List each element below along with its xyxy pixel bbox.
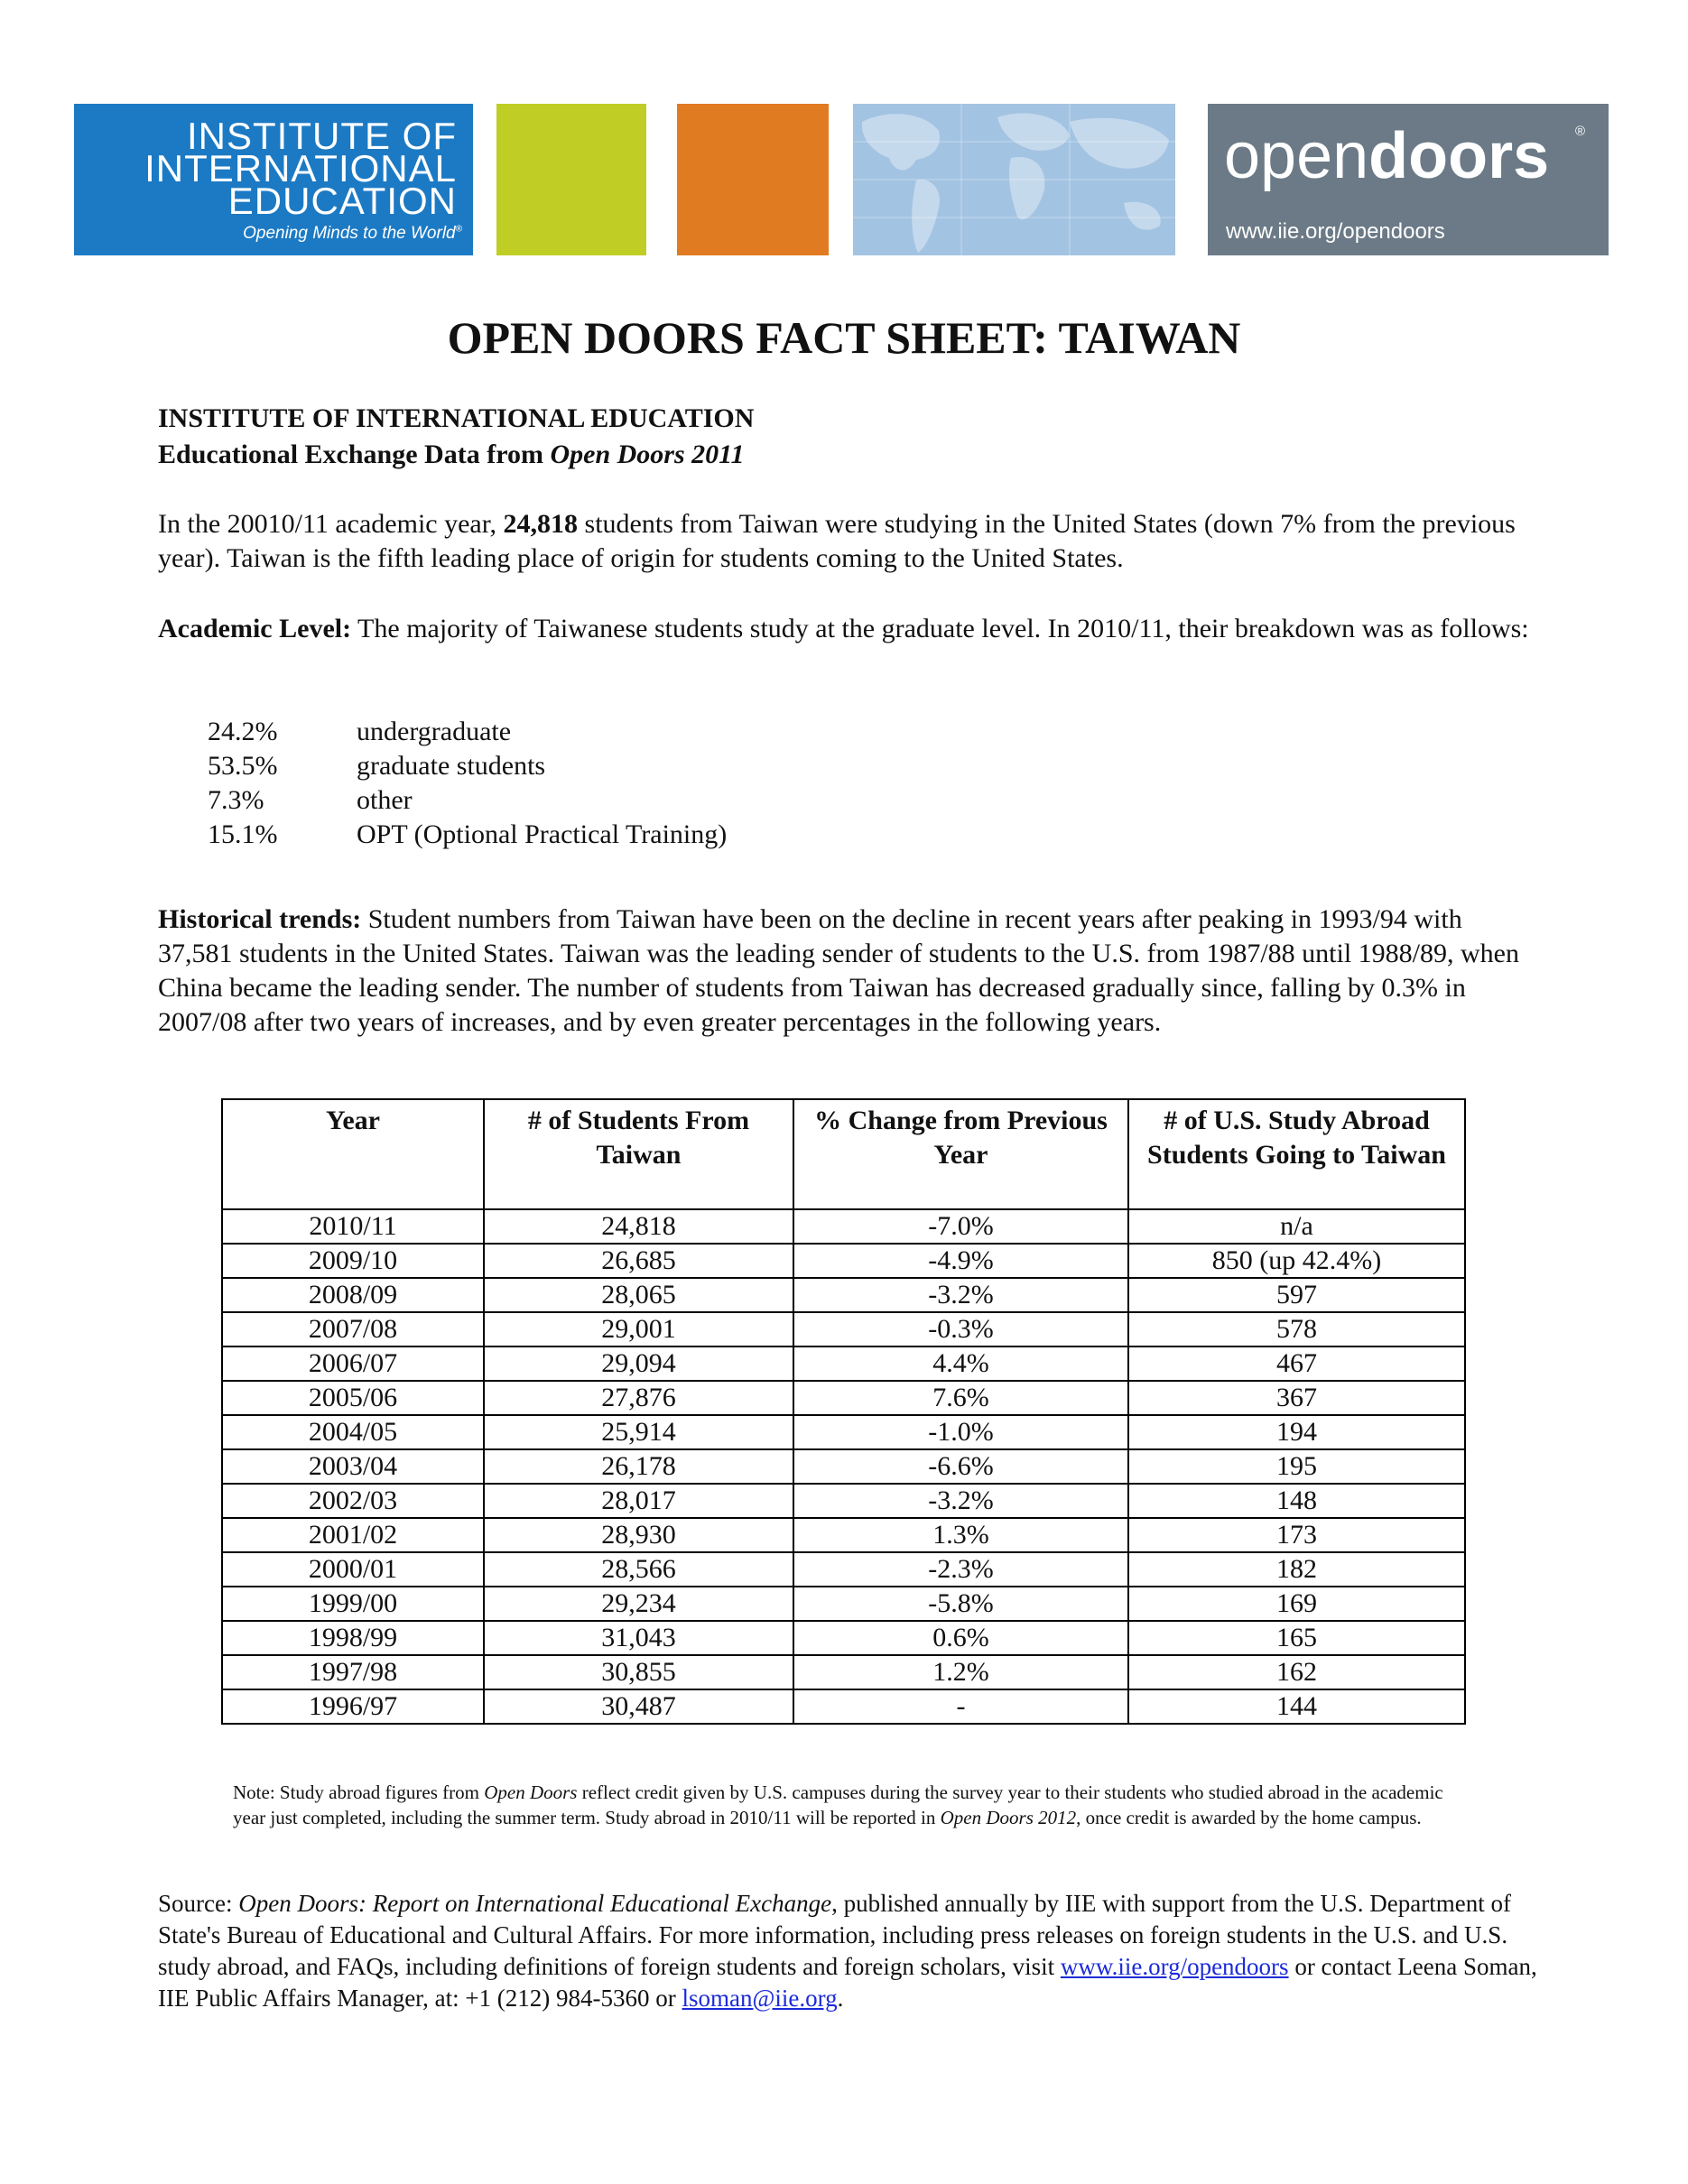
world-map-image	[853, 104, 1175, 255]
intro-paragraph: In the 20010/11 academic year, 24,818 students from Taiwan were studying in the United States (down 7% from the previous year). Taiwan is the fifth leading place of origin for students coming to the United States.	[158, 509, 1516, 573]
cell-students: 26,178	[484, 1449, 793, 1484]
table-row	[222, 1278, 1465, 1312]
table-row	[222, 1552, 1465, 1587]
cell-change: -3.2%	[793, 1278, 1128, 1312]
historical-trends-paragraph: Historical trends: Student numbers from Taiwan have been on the decline in recent years after peaking in 1993/94 with 37,581 students in the United States. Taiwan was the leading sender of students to the U.S. from 1987/88 until 1988/89, when China became the leading sender. The number of students from Taiwan has decreased gradually since, falling by 0.3% in 2007/08 after two years of increases, and by even greater percentages in the following years.	[158, 904, 1519, 1037]
column-header-students: # of Students From Taiwan	[484, 1099, 793, 1209]
cell-study-abroad: 148	[1128, 1484, 1465, 1518]
cell-change: -5.8%	[793, 1587, 1128, 1621]
cell-study-abroad: 850 (up 42.4%)	[1128, 1244, 1465, 1278]
column-header-change: % Change from Previous Year	[793, 1099, 1128, 1209]
cell-study-abroad: 182	[1128, 1552, 1465, 1587]
column-header-study-abroad: # of U.S. Study Abroad Students Going to Taiwan	[1128, 1099, 1465, 1209]
opendoors-link[interactable]: www.iie.org/opendoors	[1060, 1953, 1289, 1980]
organization-heading: INSTITUTE OF INTERNATIONAL EDUCATION	[158, 403, 755, 433]
header-banner	[74, 104, 1609, 255]
world-map-icon	[853, 104, 1175, 255]
academic-level-paragraph: Academic Level: The majority of Taiwanese students study at the graduate level. In 2010/11, their breakdown was as follows:	[158, 614, 1529, 643]
cell-change: -1.0%	[793, 1415, 1128, 1449]
students-data-table	[221, 1098, 1466, 1725]
table-row	[222, 1449, 1465, 1484]
cell-year: 2010/11	[222, 1209, 484, 1244]
cell-study-abroad: 467	[1128, 1346, 1465, 1381]
cell-study-abroad: 162	[1128, 1655, 1465, 1689]
cell-year: 2001/02	[222, 1518, 484, 1552]
cell-study-abroad: 165	[1128, 1621, 1465, 1655]
cell-study-abroad: 195	[1128, 1449, 1465, 1484]
table-row	[222, 1621, 1465, 1655]
iie-tagline: Opening Minds to the World®	[243, 224, 462, 243]
cell-change: -4.9%	[793, 1244, 1128, 1278]
cell-change: -0.3%	[793, 1312, 1128, 1346]
cell-change: 0.6%	[793, 1621, 1128, 1655]
cell-study-abroad: n/a	[1128, 1209, 1465, 1244]
cell-study-abroad: 169	[1128, 1587, 1465, 1621]
table-row	[222, 1209, 1465, 1244]
cell-students: 25,914	[484, 1415, 793, 1449]
iie-logo-line2: INTERNATIONAL	[144, 147, 457, 190]
cell-year: 1996/97	[222, 1689, 484, 1724]
cell-students: 27,876	[484, 1381, 793, 1415]
cell-change: 1.2%	[793, 1655, 1128, 1689]
email-link[interactable]: lsoman@iie.org	[682, 1985, 838, 2012]
cell-students: 26,685	[484, 1244, 793, 1278]
cell-year: 1997/98	[222, 1655, 484, 1689]
opendoors-logo	[1208, 104, 1609, 255]
column-header-year: Year	[222, 1099, 484, 1209]
cell-students: 29,234	[484, 1587, 793, 1621]
cell-students: 28,065	[484, 1278, 793, 1312]
cell-change: -3.2%	[793, 1484, 1128, 1518]
cell-students: 28,566	[484, 1552, 793, 1587]
opendoors-url: www.iie.org/opendoors	[1226, 219, 1445, 244]
cell-year: 1998/99	[222, 1621, 484, 1655]
cell-students: 31,043	[484, 1621, 793, 1655]
subtitle: Educational Exchange Data from Open Doors 2011	[158, 440, 745, 469]
table-row	[222, 1312, 1465, 1346]
cell-students: 28,930	[484, 1518, 793, 1552]
green-color-block	[496, 104, 646, 255]
cell-students: 29,094	[484, 1346, 793, 1381]
cell-study-abroad: 367	[1128, 1381, 1465, 1415]
cell-year: 2000/01	[222, 1552, 484, 1587]
cell-students: 30,487	[484, 1689, 793, 1724]
table-row	[222, 1655, 1465, 1689]
cell-year: 2007/08	[222, 1312, 484, 1346]
source-paragraph: Source: Open Doors: Report on International Educational Exchange, published annually by IIE with support from the U.S. Department of State's Bureau of Educational and Cultural Affairs. For more information, including press releases on foreign students in the U.S. and U.S. study abroad, and FAQs, including definitions of foreign students and foreign scholars, visit www.iie.org/opendoors or contact Leena Soman, IIE Public Affairs Manager, at: +1 (212) 984-5360 or lsoman@iie.org.	[158, 1890, 1537, 2012]
iie-logo-line1: INSTITUTE OF	[187, 115, 457, 157]
cell-study-abroad: 194	[1128, 1415, 1465, 1449]
cell-change: -2.3%	[793, 1552, 1128, 1587]
cell-change: 4.4%	[793, 1346, 1128, 1381]
table-row	[222, 1415, 1465, 1449]
page-title: OPEN DOORS FACT SHEET: TAIWAN	[447, 312, 1241, 363]
table-row	[222, 1381, 1465, 1415]
iie-logo-line3: EDUCATION	[227, 180, 457, 222]
table-row	[222, 1346, 1465, 1381]
cell-change: 7.6%	[793, 1381, 1128, 1415]
cell-year: 2009/10	[222, 1244, 484, 1278]
table-row	[222, 1587, 1465, 1621]
cell-change: -	[793, 1689, 1128, 1724]
cell-year: 2008/09	[222, 1278, 484, 1312]
cell-change: -6.6%	[793, 1449, 1128, 1484]
cell-change: -7.0%	[793, 1209, 1128, 1244]
table-header-row	[222, 1099, 1465, 1209]
table-row	[222, 1244, 1465, 1278]
registered-mark: ®	[1574, 124, 1585, 139]
opendoors-wordmark: opendoors	[1224, 120, 1550, 192]
cell-change: 1.3%	[793, 1518, 1128, 1552]
table-row	[222, 1518, 1465, 1552]
cell-study-abroad: 597	[1128, 1278, 1465, 1312]
cell-study-abroad: 578	[1128, 1312, 1465, 1346]
iie-logo	[74, 104, 473, 255]
table-row	[222, 1689, 1465, 1724]
cell-year: 1999/00	[222, 1587, 484, 1621]
cell-year: 2006/07	[222, 1346, 484, 1381]
cell-students: 28,017	[484, 1484, 793, 1518]
cell-students: 24,818	[484, 1209, 793, 1244]
table-note: Note: Study abroad figures from Open Doors reflect credit given by U.S. campuses during the survey year to their students who studied abroad in the academic year just completed, including the summer term. Study abroad in 2010/11 will be reported in Open Doors 2012, once credit is awarded by the home campus.	[233, 1781, 1443, 1828]
cell-study-abroad: 144	[1128, 1689, 1465, 1724]
cell-students: 29,001	[484, 1312, 793, 1346]
cell-year: 2002/03	[222, 1484, 484, 1518]
cell-year: 2003/04	[222, 1449, 484, 1484]
orange-color-block	[677, 104, 829, 255]
cell-students: 30,855	[484, 1655, 793, 1689]
cell-study-abroad: 173	[1128, 1518, 1465, 1552]
cell-year: 2005/06	[222, 1381, 484, 1415]
table-row	[222, 1484, 1465, 1518]
cell-year: 2004/05	[222, 1415, 484, 1449]
